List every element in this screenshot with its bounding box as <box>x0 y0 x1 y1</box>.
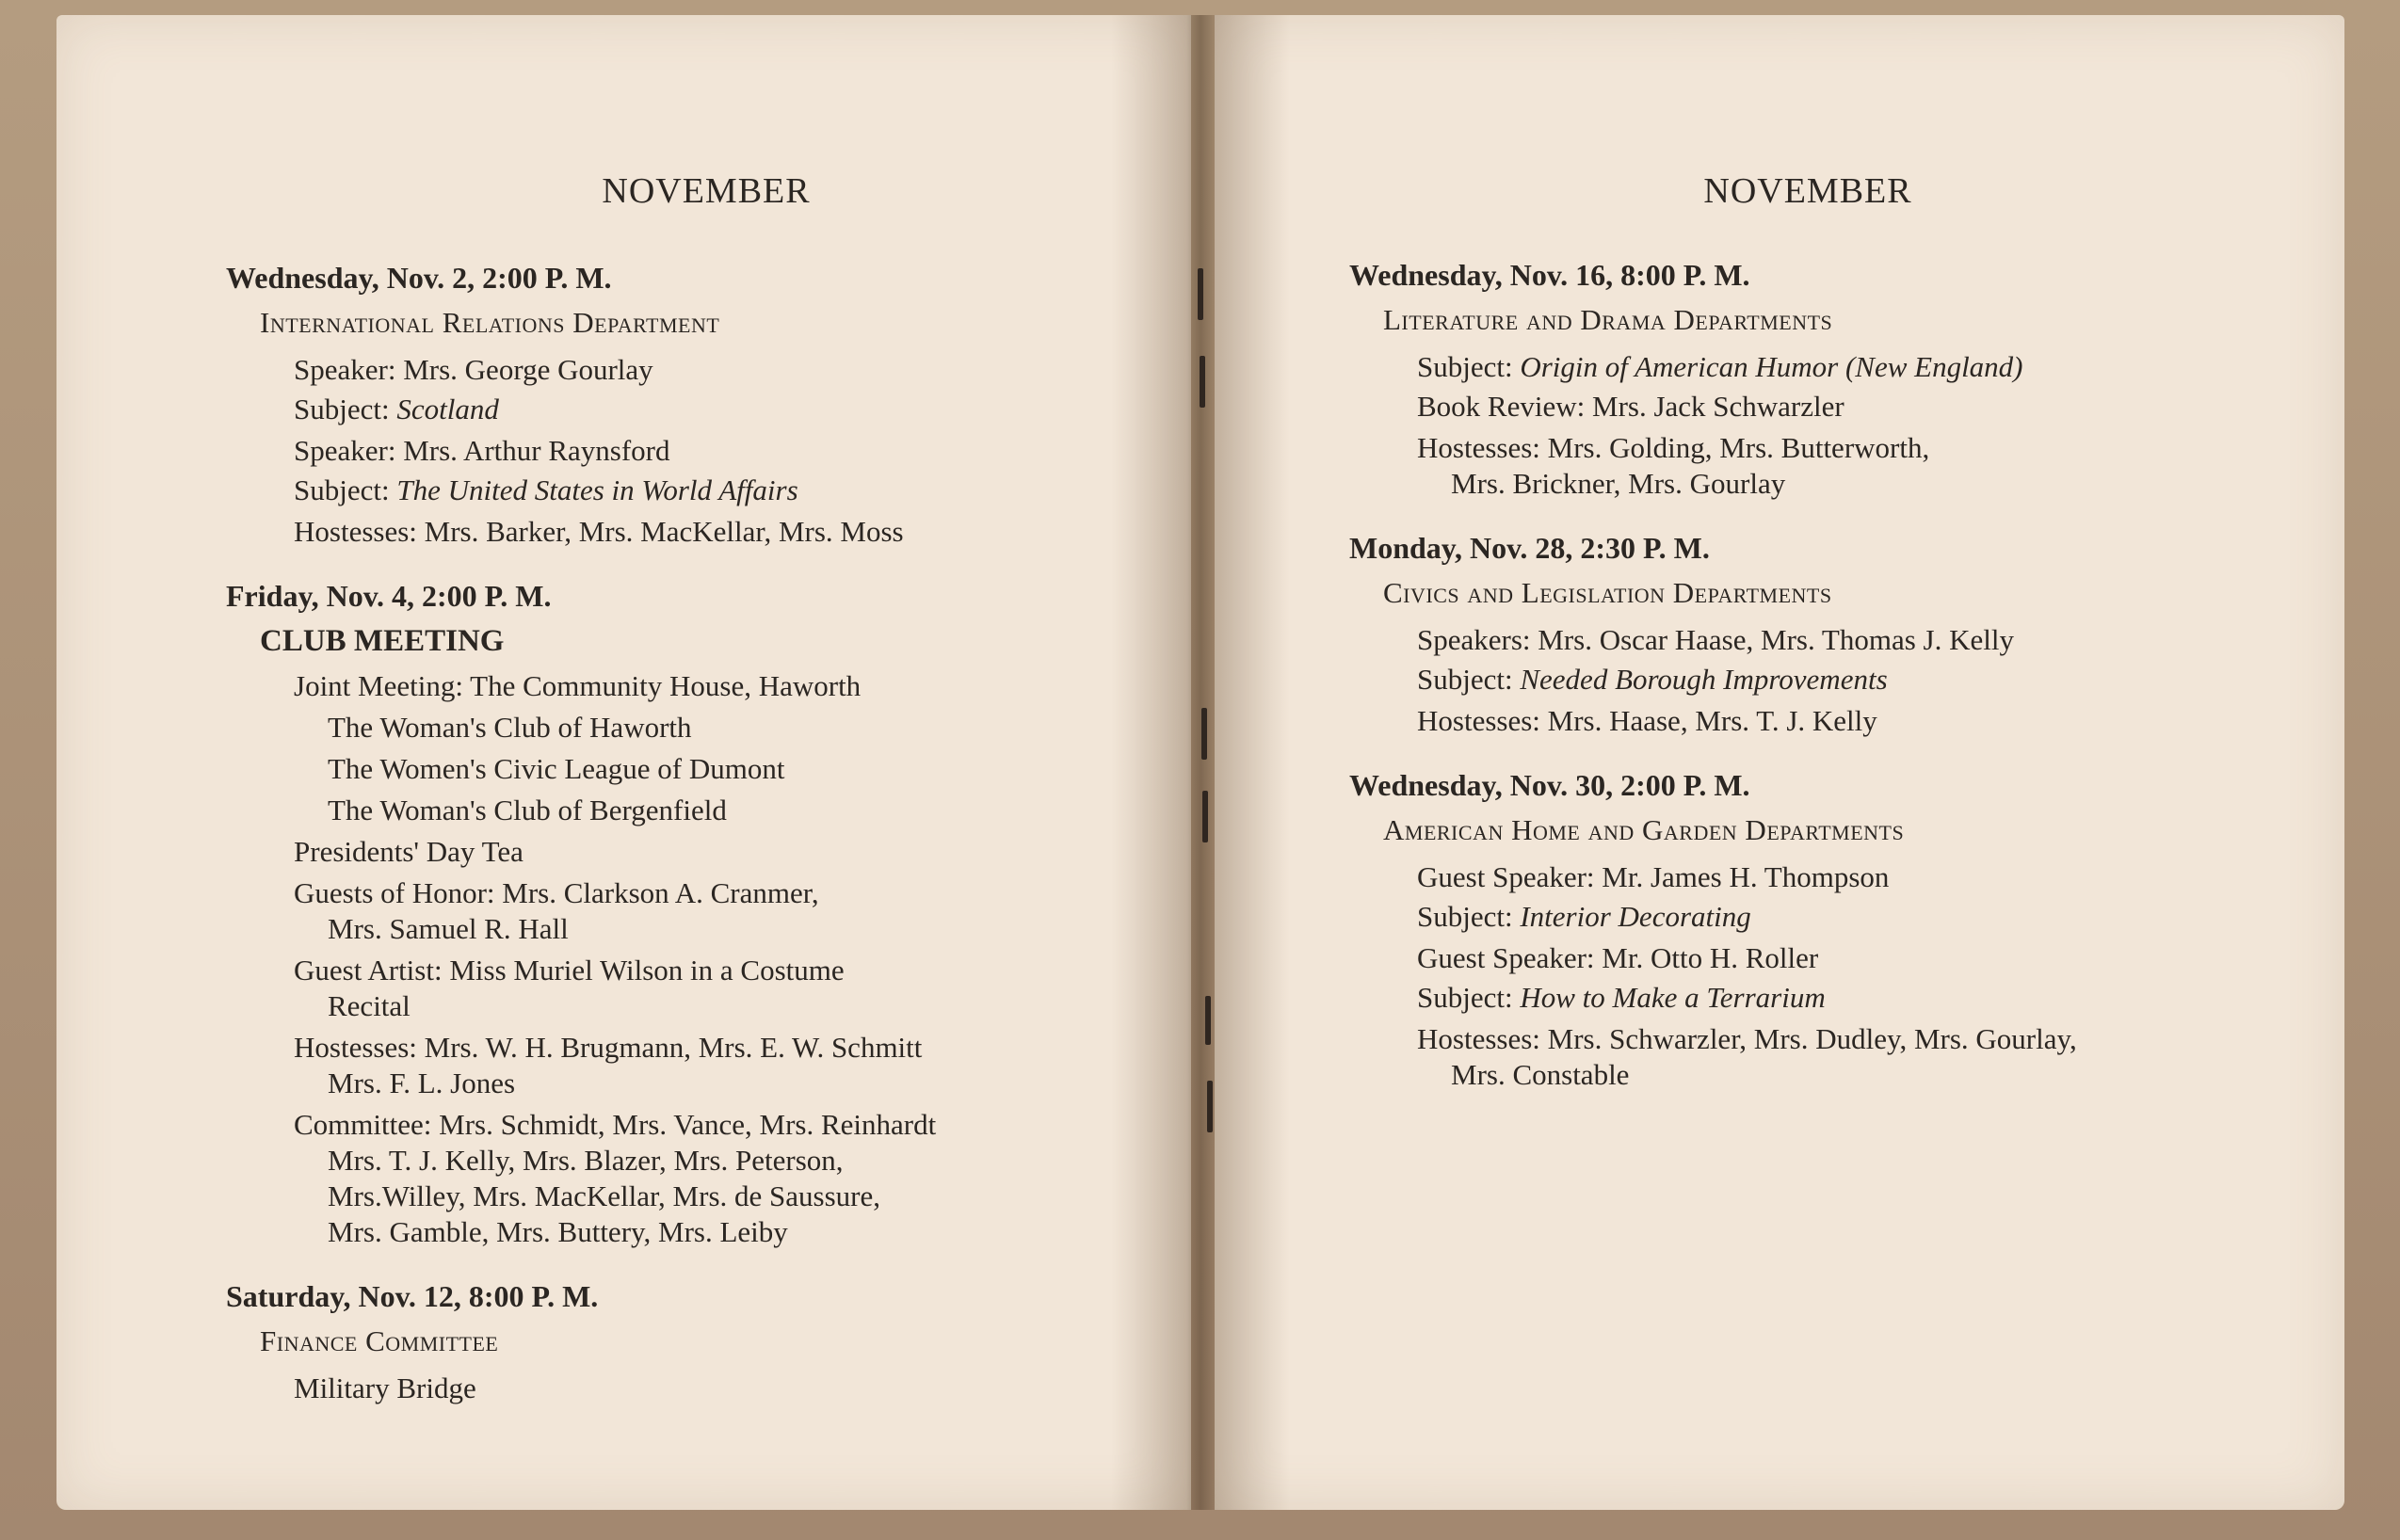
event-department: Civics and Legislation Departments <box>1383 576 1832 609</box>
event-line: Subject: Scotland <box>294 393 499 425</box>
event-line: Subject: Interior Decorating <box>1417 900 1751 933</box>
event-line: Subject: The United States in World Affairs <box>294 473 798 506</box>
event-entry <box>1349 767 2310 1093</box>
event-entry <box>1349 257 2310 502</box>
event-line: Guests of Honor: Mrs. Clarkson A. Cranmer, Mrs. Samuel R. Hall <box>294 876 819 945</box>
binding-stitch <box>1201 708 1207 760</box>
event-department: International Relations Department <box>260 306 720 339</box>
left-page <box>56 15 1191 1510</box>
event-entry <box>1349 530 2310 739</box>
binding-stitch <box>1205 996 1211 1045</box>
page-heading: NOVEMBER <box>602 171 811 211</box>
event-line: Guest Speaker: Mr. James H. Thompson <box>1417 860 1890 893</box>
event-line: Subject: Needed Borough Improvements <box>1417 663 1888 696</box>
event-entry <box>226 260 1168 550</box>
event-line: Committee: Mrs. Schmidt, Mrs. Vance, Mrs. Reinhardt Mrs. T. J. Kelly, Mrs. Blazer, Mrs. Peterson, Mrs.Willey, Mrs. MacKellar, Mrs. de Saussure, Mrs. Gamble, Mrs. Buttery, Mrs. Leiby <box>294 1108 937 1248</box>
event-list <box>1349 257 2310 1121</box>
binding-stitch <box>1200 356 1205 408</box>
event-line: Hostesses: Mrs. Haase, Mrs. T. J. Kelly <box>1417 704 1877 737</box>
binding-stitch <box>1207 1081 1213 1132</box>
binding-gutter <box>1111 15 1290 1510</box>
event-line: Presidents' Day Tea <box>294 835 523 868</box>
event-line: Joint Meeting: The Community House, Haworth <box>294 669 862 702</box>
event-department: Finance Committee <box>260 1324 499 1357</box>
event-line: The Women's Civic League of Dumont <box>328 752 785 785</box>
event-line: Guest Speaker: Mr. Otto H. Roller <box>1417 941 1819 974</box>
event-title: CLUB MEETING <box>260 624 505 658</box>
event-date: Wednesday, Nov. 2, 2:00 P. M. <box>226 261 612 295</box>
event-line: Guest Artist: Miss Muriel Wilson in a Costume Recital <box>294 954 845 1022</box>
event-date: Monday, Nov. 28, 2:30 P. M. <box>1349 531 1710 565</box>
event-line: Speaker: Mrs. Arthur Raynsford <box>294 434 670 467</box>
event-line: Speakers: Mrs. Oscar Haase, Mrs. Thomas J. Kelly <box>1417 623 2014 656</box>
event-line: Hostesses: Mrs. Schwarzler, Mrs. Dudley, Mrs. Gourlay, Mrs. Constable <box>1417 1022 2077 1091</box>
event-line: Subject: How to Make a Terrarium <box>1417 981 1826 1014</box>
right-page <box>1215 15 2344 1510</box>
event-department: Literature and Drama Departments <box>1383 303 1833 336</box>
event-date: Wednesday, Nov. 30, 2:00 P. M. <box>1349 768 1750 802</box>
event-entry <box>226 578 1168 1250</box>
binding-stitch <box>1202 791 1208 842</box>
event-line: Hostesses: Mrs. Golding, Mrs. Butterworth, Mrs. Brickner, Mrs. Gourlay <box>1417 431 1930 500</box>
event-department: American Home and Garden Departments <box>1383 813 1905 846</box>
event-line: Hostesses: Mrs. Barker, Mrs. MacKellar, Mrs. Moss <box>294 515 904 548</box>
event-entry <box>226 1278 1168 1406</box>
event-line: The Woman's Club of Bergenfield <box>328 794 727 826</box>
event-list <box>226 260 1168 1435</box>
binding-stitch <box>1198 268 1203 320</box>
event-line: The Woman's Club of Haworth <box>328 711 692 744</box>
event-date: Saturday, Nov. 12, 8:00 P. M. <box>226 1279 599 1313</box>
event-date: Wednesday, Nov. 16, 8:00 P. M. <box>1349 258 1750 292</box>
event-line: Book Review: Mrs. Jack Schwarzler <box>1417 390 1844 423</box>
event-line: Speaker: Mrs. George Gourlay <box>294 353 653 386</box>
event-date: Friday, Nov. 4, 2:00 P. M. <box>226 579 552 613</box>
event-line: Hostesses: Mrs. W. H. Brugmann, Mrs. E. W. Schmitt Mrs. F. L. Jones <box>294 1031 923 1099</box>
event-line: Military Bridge <box>294 1372 476 1404</box>
page-heading: NOVEMBER <box>1703 171 1912 211</box>
event-line: Subject: Origin of American Humor (New England) <box>1417 350 2023 383</box>
